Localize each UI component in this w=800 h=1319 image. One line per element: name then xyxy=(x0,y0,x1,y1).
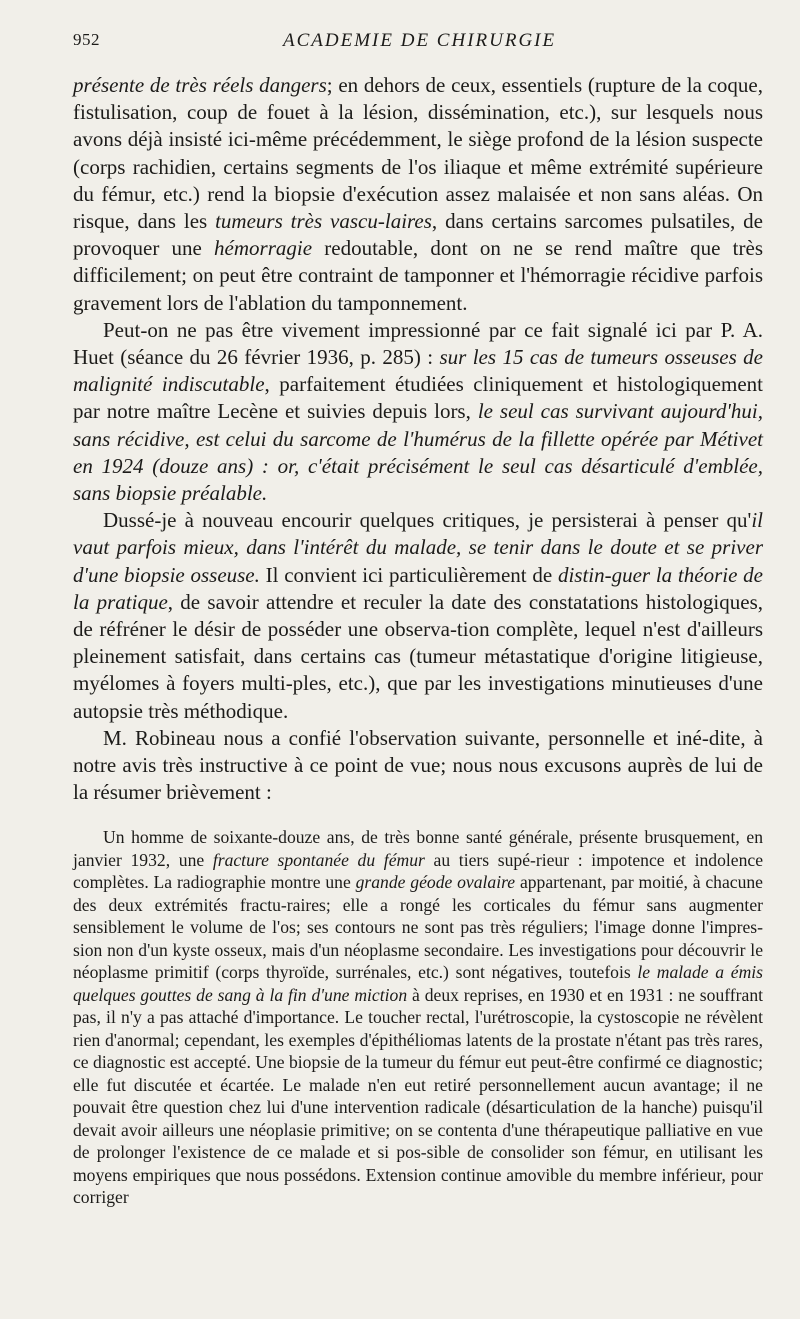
text-run: ; en dehors de ceux, essentiels (rupture de la coque, fistulisation, coup de fouet à la lésion, dissémination, etc.), sur lesquels nous avons déjà insisté ici-même précédemment, le siège profond de la lésion suspecte (corps rachidien, certains segments de l'os iliaque et même extrémité supérieure du fémur, etc.) rend la biopsie d'exécution assez malaisée et non sans aléas. On risque, dans les xyxy=(73,73,763,234)
text-run: M. Robineau nous a confié l'observation suivante, personnelle et iné-dite, à notre avis très instructive à ce point de vue; nous nous excusons auprès de lui de la résumer brièvement : xyxy=(73,725,763,805)
running-title: ACADEMIE DE CHIRURGIE xyxy=(283,30,557,51)
text-run: au tiers supé-rieur : impotence et indolence complètes. La radiographie montre une xyxy=(73,849,764,892)
italic-run: hémorragie xyxy=(214,236,313,261)
italic-run: sur les 15 cas de tumeurs osseuses de malignité indiscutable xyxy=(73,345,763,397)
italic-run: il vaut parfois mieux, dans l'intérêt du malade, se tenir dans le doute et se priver d'une biopsie osseuse. xyxy=(73,508,763,587)
text-run: Peut-on ne pas être vivement impressionné par ce fait signalé ici par P. A. Huet (séance du 26 février 1936, p. 285) : xyxy=(73,317,763,370)
observation-text xyxy=(73,826,763,1209)
italic-run: le seul cas survivant aujourd'hui, sans récidive, est celui du sarcome de l'humérus de la fillette opérée par Métivet en 1924 (douze ans) : or, c'était précisément le seul cas désarticulé d'emblée, sans biopsie préalable. xyxy=(73,399,764,506)
text-run: , dans certains sarcomes pulsatiles, de provoquer une xyxy=(73,209,763,261)
page-header xyxy=(73,30,763,60)
text-run: redoutable, dont on ne se rend maître que très difficilement; on peut être contraint de tamponner et l'hémorragie récidive parfois gravement lors de l'ablation du tamponnement. xyxy=(73,236,763,315)
observation-paragraph xyxy=(73,826,763,1209)
italic-run: fracture spontanée du fémur xyxy=(212,849,425,870)
italic-run: grande géode ovalaire xyxy=(355,872,516,892)
paragraph-4 xyxy=(73,725,763,807)
italic-run: présente de très réels dangers xyxy=(73,73,327,97)
paragraph-1 xyxy=(73,72,763,317)
italic-run: tumeurs très vascu-laires xyxy=(215,209,432,234)
text-run: appartenant, par moitié, à chacune des deux extrémités fractu-raires; elle a rongé les corticales du fémur sans augmenter sensiblement le volume de l'os; ses contours ne sont pas très réguliers; l'image donne l'impres-sion non d'un kyste osseux, mais d'un néoplasme secondaire. Les investigations pour découvrir le néoplasme primitif (corps thyroïde, surrénales, etc.) sont négatives, toutefois xyxy=(73,872,763,982)
italic-run: le malade a émis quelques gouttes de sang à la fin d'une miction xyxy=(73,962,764,1005)
page-number: 952 xyxy=(73,30,100,49)
text-run: Dussé-je à nouveau encourir quelques critiques, je persisterai à penser qu' xyxy=(103,508,752,533)
paragraph-3 xyxy=(73,507,763,725)
text-run: , parfaitement étudiées cliniquement et histologiquement par notre maître Lecène et suivies depuis lors, xyxy=(73,372,763,424)
paragraph-2 xyxy=(73,317,763,507)
main-text xyxy=(73,72,763,806)
text-run: , de savoir attendre et reculer la date des constatations histologiques, de réfréner le désir de posséder une observa-tion complète, lequel n'est d'ailleurs pleinement satisfait, dans certains cas (tumeur métastatique d'origine litigieuse, myélomes à foyers multi-ples, etc.), que par les investigations minutieuses d'une autopsie très méthodique. xyxy=(73,589,764,723)
text-run: Un homme de soixante-douze ans, de très bonne santé générale, présente brusquement, en janvier 1932, une xyxy=(73,827,763,870)
text-run: à deux reprises, en 1930 et en 1931 : ne souffrant pas, il n'y a pas attaché d'importance. Le toucher rectal, l'urétroscopie, la cystoscopie ne révèlent rien d'anormal; cependant, les exemples d'épithéliomas latents de la prostate n'étant pas très rares, ce diagnostic est accepté. Une biopsie de la tumeur du fémur eut peut-être confirmé ce diagnostic; elle fut discutée et écartée. Le malade n'en eut retiré personnellement aucun avantage; il ne pouvait être question chez lui d'une intervention radicale (désarticulation de la hanche) puisqu'il devait avoir ailleurs une néoplasie primitive; on se contenta d'une thérapeutique palliative en vue de prolonger l'existence de ce malade et si pos-sible de consolider son fémur, en utilisant les moyens empiriques que nous possédons. Extension continue amovible du membre inférieur, pour corriger xyxy=(73,984,764,1207)
text-run: Il convient ici particulièrement de xyxy=(259,562,558,587)
italic-run: distin-guer la théorie de la pratique xyxy=(73,562,763,614)
